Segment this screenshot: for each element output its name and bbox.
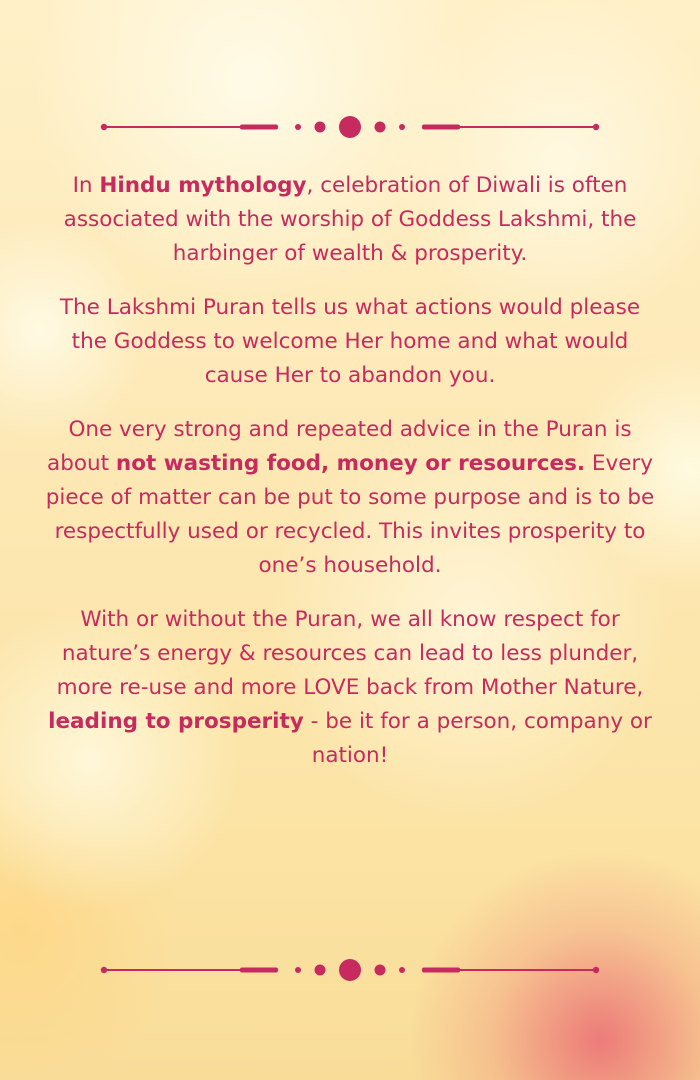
top-ornamental-divider: [100, 114, 600, 140]
paragraph-lakshmi-puran: [40, 291, 660, 393]
paragraph-3-emphasis: not wasting food, money or resources.: [115, 451, 586, 476]
paragraph-3-text: One very strong and repeated advice in the Puran is about: [47, 417, 632, 476]
paragraph-2-text: The Lakshmi Puran tells us what actions would please the Goddess to welcome Her home and what would cause Her to abandon you.: [59, 295, 641, 388]
paragraph-nature-respect: [40, 603, 660, 773]
paragraph-diwali-lakshmi: [40, 169, 660, 271]
divider-ornament-icon: [100, 114, 600, 140]
bottom-ornamental-divider: [100, 957, 600, 983]
paragraph-not-wasting: [40, 413, 660, 583]
paragraph-1-emphasis: Hindu mythology: [99, 173, 307, 198]
divider-ornament-icon: [100, 957, 600, 983]
paragraph-4-text: With or without the Puran, we all know respect for nature’s energy & resources can lead to less plunder, more re-use and more LOVE back from Mother Nature,: [56, 607, 644, 700]
paragraph-1-text-end: , celebration of Diwali is often associated with the worship of Goddess Lakshmi, the harbinger of wealth & prosperity.: [63, 173, 637, 266]
article-text: [40, 169, 660, 793]
paragraph-1-text: In: [72, 173, 100, 198]
paragraph-4-text-end: - be it for a person, company or nation!: [303, 709, 652, 768]
paragraph-3-text-end: Every piece of matter can be put to some purpose and is to be respectfully used or recycled. This invites prosperity to one’s household.: [45, 451, 655, 578]
paragraph-4-emphasis: leading to prosperity: [48, 709, 304, 734]
